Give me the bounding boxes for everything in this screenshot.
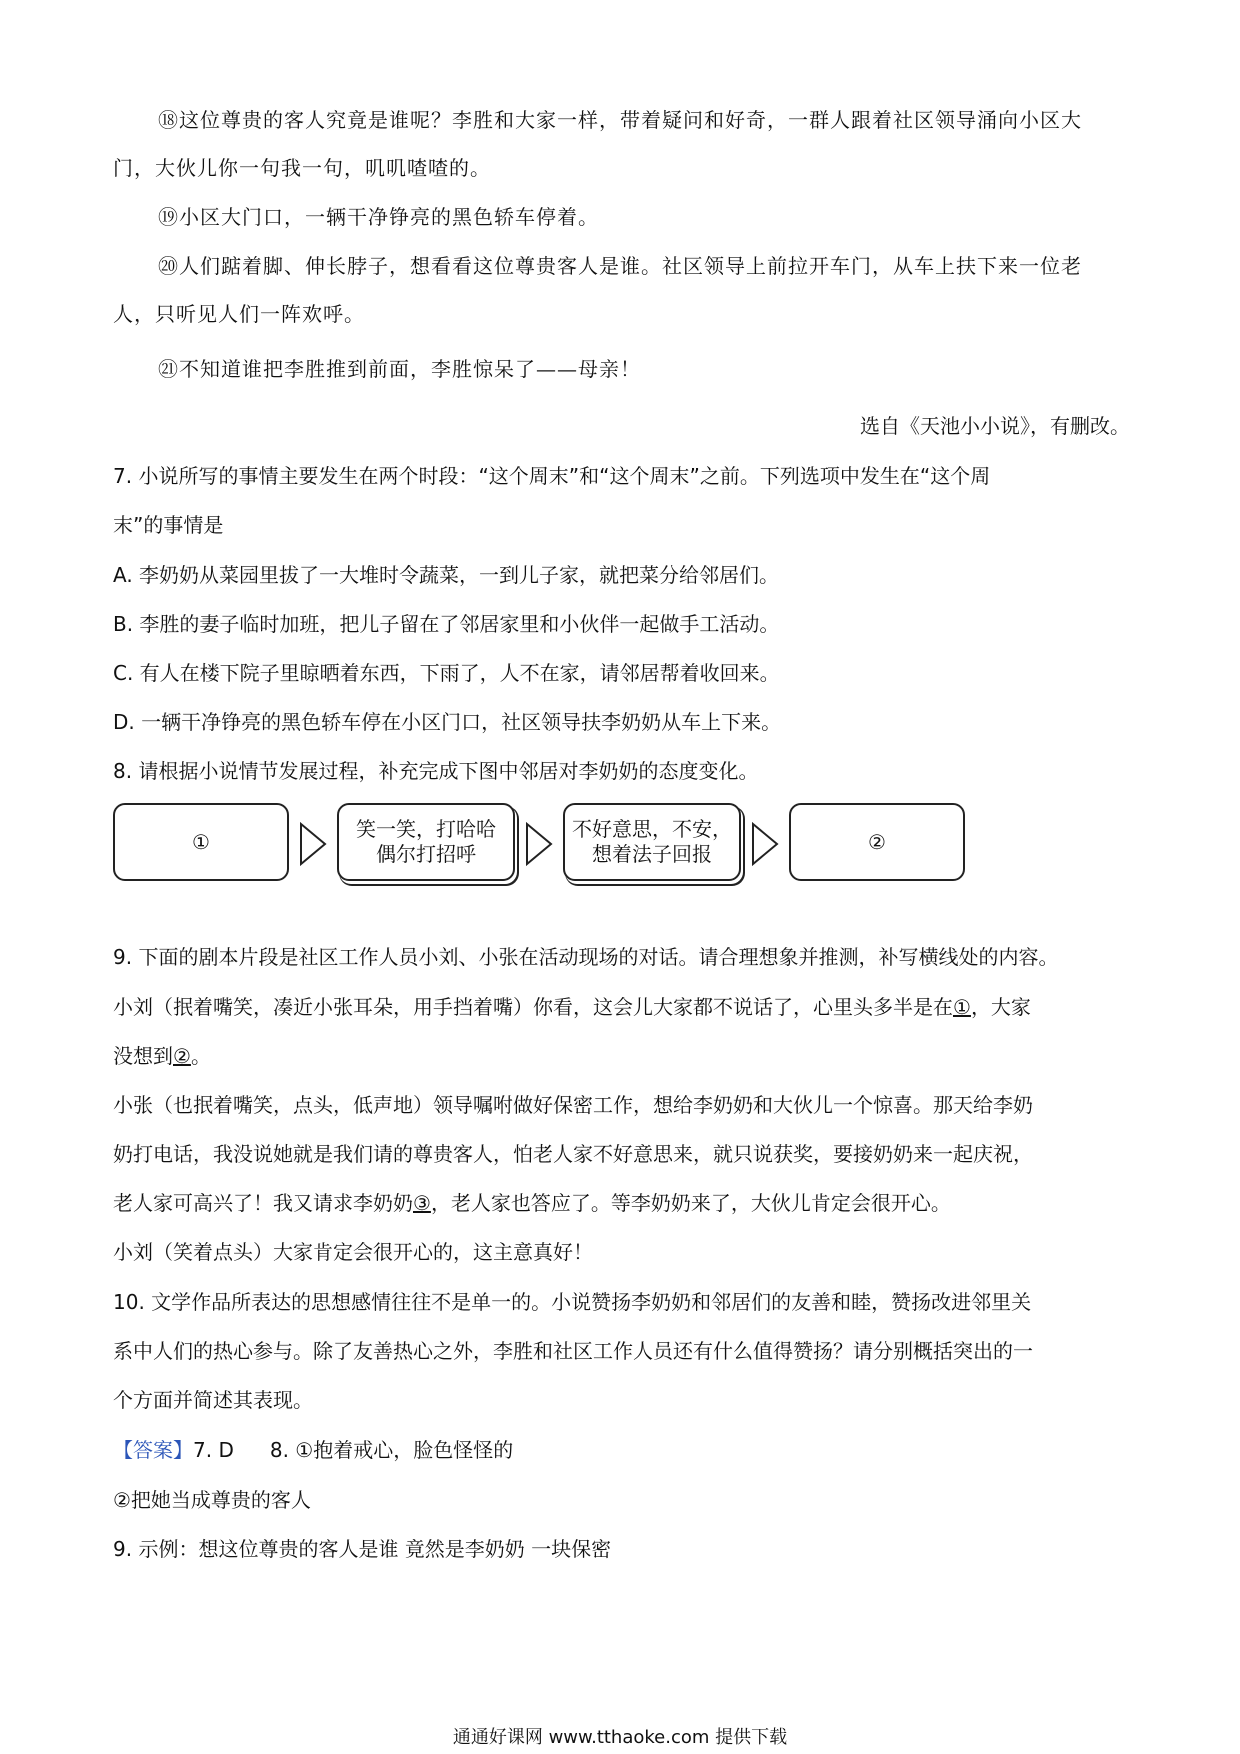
q9-blank-2: ② (173, 1044, 191, 1068)
flow-box-3-line1: 不好意思，不安， (572, 817, 732, 841)
q9-l1-text: 小刘（抿着嘴笑，凑近小张耳朵，用手挡着嘴）你看，这会儿大家都不说话了，心里头多半是在 (113, 995, 953, 1019)
q9-dialogue-line3: 小张（也抿着嘴笑，点头，低声地）领导嘱咐做好保密工作，想给李奶奶和大伙儿一个惊喜。那天给李奶 (113, 1093, 1033, 1117)
q9-dialogue-line5 (113, 1189, 951, 1217)
flow-box-2-line1: 笑一笑，打哈哈 (356, 817, 496, 841)
q7-stem-line2: 末”的事情是 (113, 513, 224, 537)
answer-8-part2: ②把她当成尊贵的客人 (113, 1488, 311, 1512)
flow-box-4-label: ② (868, 829, 886, 854)
q9-l1-tail: ，大家 (970, 995, 1031, 1019)
q7-stem-line1: 7. 小说所写的事情主要发生在两个时段：“这个周末”和“这个周末”之前。下列选项中发生在“这个周 (113, 464, 991, 488)
flow-box-3-line2: 想着法子回报 (592, 842, 712, 866)
answer-7: 7. D (193, 1438, 234, 1462)
chevron-right-icon (525, 822, 553, 866)
answer-9: 9. 示例：想这位尊贵的客人是谁 竟然是李奶奶 一块保密 (113, 1537, 612, 1561)
q9-blank-3: ③ (413, 1191, 431, 1215)
q9-l5-tail: ，老人家也答应了。等李奶奶来了，大伙儿肯定会很开心。 (430, 1191, 951, 1215)
flow-box-stage-2 (337, 803, 515, 881)
story-p18-line1: ⑱这位尊贵的客人究竟是谁呢？李胜和大家一样，带着疑问和好奇，一群人跟着社区领导涌向小区大 (158, 108, 1082, 132)
q7-option-d: D. 一辆干净铮亮的黑色轿车停在小区门口，社区领导扶李奶奶从车上下来。 (113, 710, 782, 734)
story-p20-line1: ⑳人们踮着脚、伸长脖子，想看看这位尊贵客人是谁。社区领导上前拉开车门，从车上扶下来一位老 (158, 254, 1082, 278)
q9-dialogue-line2 (113, 1042, 211, 1070)
story-source: 选自《天池小小说》，有删改。 (860, 414, 1130, 438)
answer-8-part1: 8. ①抱着戒心，脸色怪怪的 (269, 1438, 514, 1462)
q7-option-b: B. 李胜的妻子临时加班，把儿子留在了邻居家里和小伙伴一起做手工活动。 (113, 612, 780, 636)
story-p19: ⑲小区大门口，一辆干净铮亮的黑色轿车停着。 (158, 205, 599, 229)
q9-stem: 9. 下面的剧本片段是社区工作人员小刘、小张在活动现场的对话。请合理想象并推测，补写横线处的内容。 (113, 945, 1059, 969)
flow-box-blank-1 (113, 803, 289, 881)
q9-l2-text: 没想到 (113, 1044, 173, 1068)
q9-dialogue-line1 (113, 993, 1031, 1021)
q10-stem-line3: 个方面并简述其表现。 (113, 1388, 313, 1412)
chevron-right-icon (751, 822, 779, 866)
story-p21: ㉑不知道谁把李胜推到前面，李胜惊呆了——母亲！ (158, 357, 641, 381)
footer-watermark: 通通好课网 www.tthaoke.com 提供下载 (452, 1727, 788, 1748)
flow-box-stage-3 (563, 803, 741, 881)
q9-l2-tail: 。 (190, 1044, 211, 1068)
q9-dialogue-line4: 奶打电话，我没说她就是我们请的尊贵客人，怕老人家不好意思来，就只说获奖，要接奶奶来一起庆祝， (113, 1142, 1033, 1166)
chevron-right-icon (299, 822, 327, 866)
q9-dialogue-line6: 小刘（笑着点头）大家肯定会很开心的，这主意真好！ (113, 1240, 593, 1264)
q10-stem-line1: 10. 文学作品所表达的思想感情往往不是单一的。小说赞扬李奶奶和邻居们的友善和睦，赞扬改进邻里关 (113, 1290, 1032, 1314)
story-p20-line2: 人，只听见人们一阵欢呼。 (113, 302, 365, 326)
q8-stem: 8. 请根据小说情节发展过程，补充完成下图中邻居对李奶奶的态度变化。 (113, 759, 759, 783)
q10-stem-line2: 系中人们的热心参与。除了友善热心之外，李胜和社区工作人员还有什么值得赞扬？请分别概括突出的一 (113, 1339, 1033, 1363)
flow-box-2-line2: 偶尔打招呼 (376, 842, 476, 866)
q7-option-c: C. 有人在楼下院子里晾晒着东西，下雨了，人不在家，请邻居帮着收回来。 (113, 661, 780, 685)
q9-l5-text: 老人家可高兴了！我又请求李奶奶 (113, 1191, 413, 1215)
flow-box-blank-2 (789, 803, 965, 881)
story-p18-line2: 门，大伙儿你一句我一句，叽叽喳喳的。 (113, 156, 491, 180)
answer-line1 (113, 1436, 513, 1464)
answer-label: 【答案】 (113, 1438, 193, 1462)
q9-blank-1: ① (953, 995, 971, 1019)
flow-box-1-label: ① (192, 829, 210, 854)
q7-option-a: A. 李奶奶从菜园里拔了一大堆时令蔬菜，一到儿子家，就把菜分给邻居们。 (113, 563, 780, 587)
